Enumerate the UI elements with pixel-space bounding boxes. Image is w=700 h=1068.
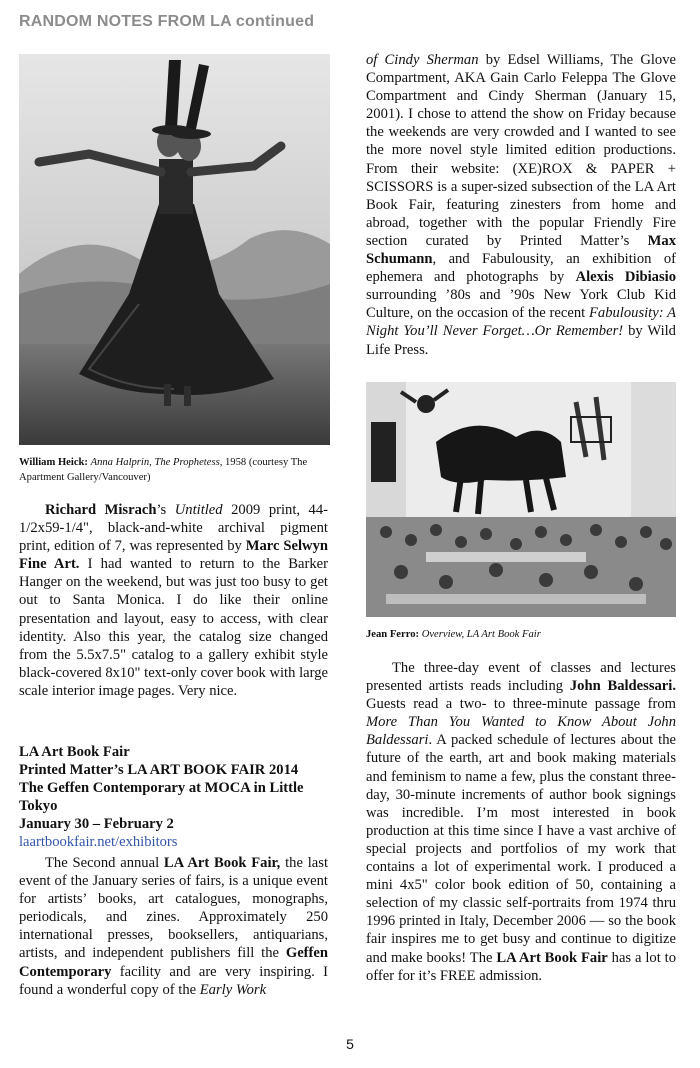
event-venue: The Geffen Contemporary at MOCA in Little Tokyo	[19, 780, 304, 815]
person-name: John Baldessari.	[569, 678, 676, 695]
text-run: I had wanted to return to the Barker Hanger on the weekend, but was just too busy to get out to Santa Monica. I do like their online presentation and layout, easy to access, with clear identity. Also this year, the catalog size changed from the 5.5x7.5" catalog to a gallery exhibit style black-covered 8x10" text-only cover book with large scale interior image pages. Very nice.	[19, 556, 329, 699]
page-number: 5	[346, 1036, 354, 1052]
caption-credit: William Heick:	[19, 457, 88, 468]
caption-rest: , 1958 (courtesy The Apartment Gallery/Vancouver)	[19, 457, 308, 483]
right-paragraph-continued	[366, 51, 676, 359]
artist-name: Richard Misrach	[45, 502, 157, 518]
book-title: More Than You Wanted to Know About John Baldessari	[366, 714, 676, 749]
text-run: has a lot to offer for it’s FREE admission.	[366, 949, 676, 984]
text-run: The Second annual	[45, 855, 164, 871]
caption-title: Overview, LA Art Book Fair	[421, 629, 541, 640]
photo-caption-left: William Heick: Anna Halprin, The Prophetess, 1958 (courtesy The Apartment Gallery/Vancouver)	[19, 457, 308, 483]
event-title: LA Art Book Fair	[19, 744, 130, 760]
text-run: . A packed schedule of lectures about the future of the earth, art and book making materials and feminism to name a few, plus the constant three-day, 30-minute increments of author book signings was incredible. I’m most interested in book production at this time since I have a vast archive of special projects and portfolios of my work that contains a lot of experimental work. I produced a mini 4x5" color book edition of 50, containing a selection of my classic self-portraits from 1974 thru 1996 printed in Italy, December 2006 — so the book fair inspires me to get busy and continue to digitize and make books! The	[366, 732, 676, 966]
book-title: Early Work	[199, 981, 267, 998]
photo-caption-right	[366, 627, 676, 642]
book-title: of Cindy Sherman	[366, 52, 479, 68]
caption-work: The Prophetess	[154, 457, 220, 468]
person-name: Max Schumann	[366, 232, 676, 268]
left-paragraph-fair	[19, 854, 328, 999]
running-header: RANDOM NOTES FROM LA continued	[19, 13, 315, 30]
fair-name: LA Art Book Fair	[496, 949, 608, 966]
text-run: facility and are very inspiring. I found a wonderful copy of the	[19, 963, 328, 998]
photo-art-book-fair	[366, 382, 676, 617]
caption-credit: Jean Ferro:	[366, 629, 420, 640]
text-run: Guests read a two- to three-minute passage from	[366, 696, 676, 713]
text-run: surrounding ’80s and ’90s New York Club Kid Culture, on the occasion of the recent	[366, 287, 676, 322]
gallery-name: Marc Selwyn Fine Art.	[19, 538, 328, 573]
text-run: by Wild Life Press.	[366, 323, 676, 358]
text-run: by Edsel Williams, The Glove Compartment, AKA Gain Carlo Feleppa The Glove Compartment and Cindy Sherman (January 15, 2001). I chose to attend the show on Friday because the weekends are very crowded and I wanted to see the more novel style limited edition productions. From their website: (XE)ROX & PAPER + SCISSORS is a super-sized subsection of the LA Art Book Fair, featuring zinesters from home and abroad, together with the popular Friendly Fire section curated by Printed Matter’s	[366, 52, 676, 249]
caption-title: Anna Halprin	[90, 457, 150, 468]
text-run: The three-day event of classes and lectures presented artists reads including	[366, 660, 676, 695]
book-title: Fabulousity: A Night You’ll Never Forget…Or Remember!	[366, 305, 676, 340]
event-dates: January 30 – February 2	[19, 816, 174, 833]
work-title: Untitled	[174, 502, 223, 518]
text-run: 2009 print, 44-1/2x59-1/4", black-and-white archival pigment print, edition of 7, was represented by	[19, 502, 328, 555]
right-paragraph-events	[366, 659, 676, 985]
text-run: , and Fabulousity, an exhibition of ephemera and photographs by	[366, 251, 676, 286]
event-link[interactable]: laartbookfair.net/exhibitors	[19, 834, 178, 851]
venue-name: Geffen Contemporary	[19, 945, 328, 980]
event-subtitle: Printed Matter’s LA ART BOOK FAIR 2014	[19, 762, 299, 779]
text-run: the last event of the January series of fairs, is a unique event for artists’ books, art catalogues, monographs, periodicals, and zines. Approximately 250 international presses, booksellers, antiquarians, artists, and independent publishers fill the	[19, 855, 328, 962]
photo-anna-halprin	[19, 54, 330, 445]
text-run: ’s	[156, 502, 175, 518]
event-heading	[19, 743, 339, 852]
left-paragraph-misrach	[19, 501, 328, 700]
person-name: Alexis Dibiasio	[575, 269, 677, 286]
fair-name: LA Art Book Fair,	[163, 855, 281, 871]
